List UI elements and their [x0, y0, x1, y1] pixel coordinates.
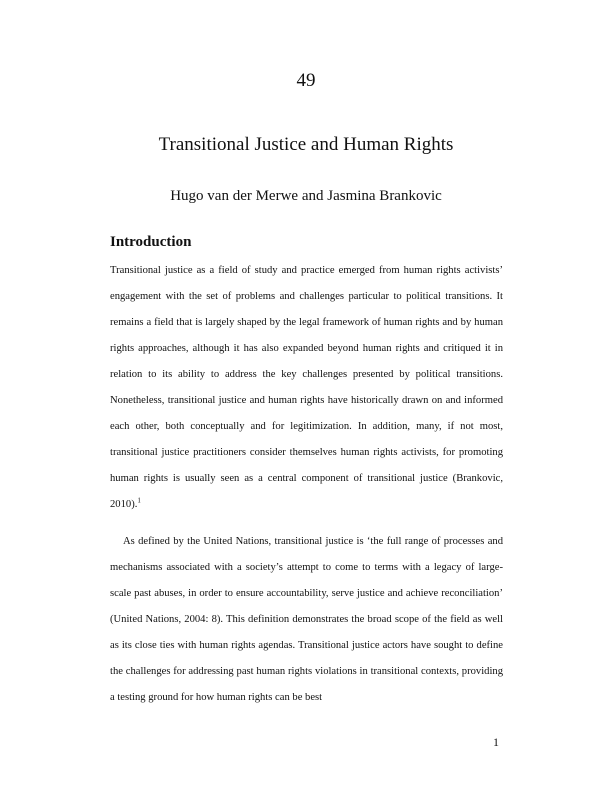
chapter-authors: Hugo van der Merwe and Jasmina Brankovic: [170, 188, 442, 204]
paragraph-1-text: Transitional justice as a field of study and practice emerged from human rights activists’ engagement with the set of problems and challenges particular to political transitions. It remains a field that is largely shaped by the legal framework of human rights and by human rights approaches, although it has also expanded beyond human rights and critiqued it in relation to its ability to address the key challenges presented by political transitions. Nonetheless, transitional justice and human rights have historically drawn on and informed each other, both conceptually and for legitimization. In addition, many, if not most, transitional justice practitioners consider themselves human rights activists, for promoting human rights is usually seen as a central component of transitional justice (Brankovic, 2010).: [110, 265, 503, 510]
body-paragraph-1: [110, 258, 503, 518]
paragraph-2-text: As defined by the United Nations, transitional justice is ‘the full range of processes and mechanisms associated with a society’s attempt to come to terms with a legacy of large-scale past abuses, in order to ensure accountability, serve justice and achieve reconciliation’ (United Nations, 2004: 8). This definition demonstrates the broad scope of the field as well as its close ties with human rights agendas. Transitional justice actors have sought to define the challenges for addressing past human rights violations in transitional contexts, providing a testing ground for how human rights can be best: [110, 536, 503, 703]
chapter-number: 49: [296, 70, 316, 91]
chapter-title: Transitional Justice and Human Rights: [158, 134, 454, 155]
body-paragraph-2: [110, 529, 503, 711]
footnote-reference[interactable]: 1: [137, 496, 141, 505]
page-number: 1: [493, 735, 499, 749]
section-heading: Introduction: [110, 234, 192, 250]
